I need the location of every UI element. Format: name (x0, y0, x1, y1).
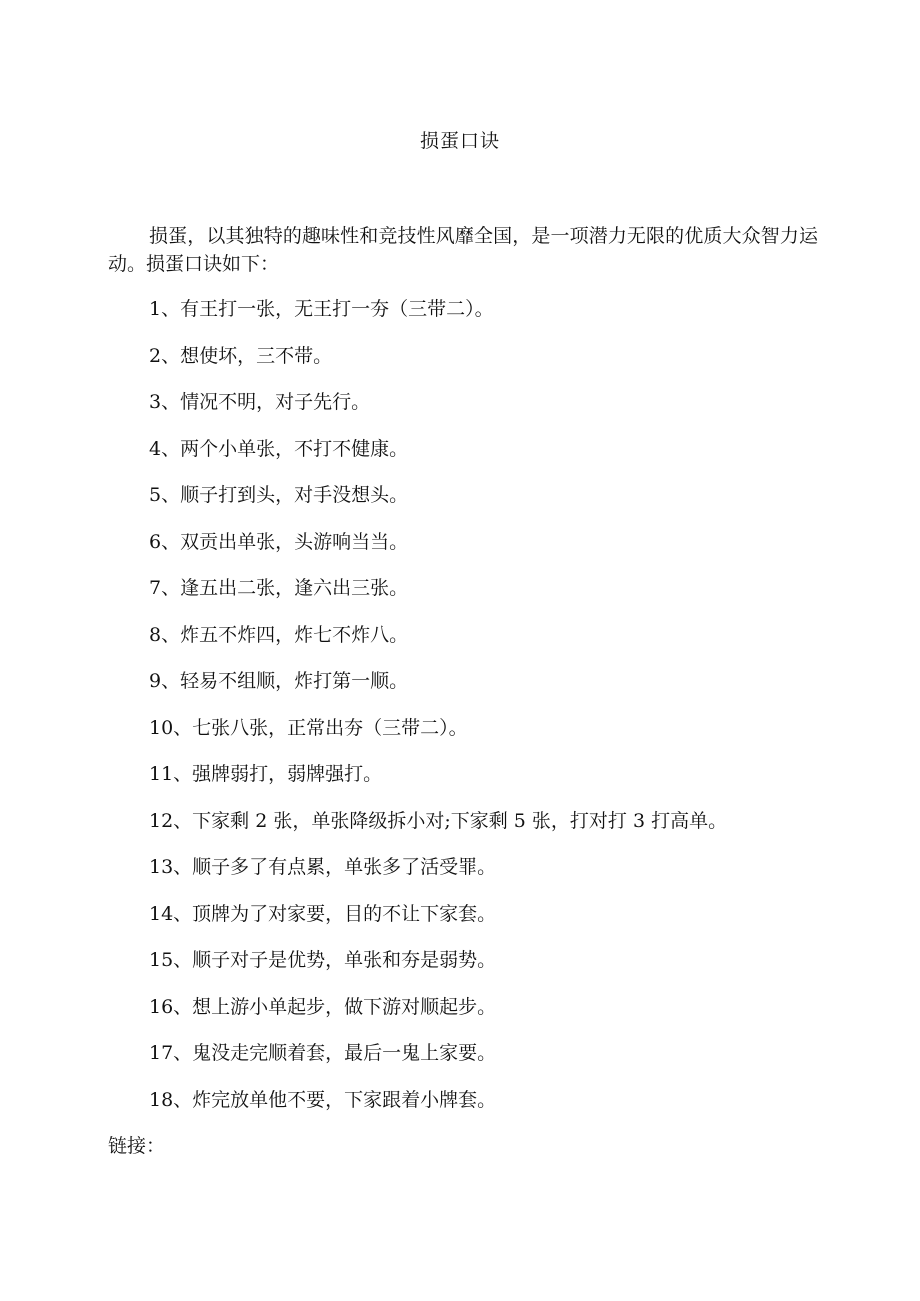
list-item: 2、想使坏，三不带。 (149, 344, 333, 367)
list-item: 11、强牌弱打，弱牌强打。 (149, 763, 383, 785)
list-item: 13、顺子多了有点累，单张多了活受罪。 (149, 856, 497, 878)
list-item: 17、鬼没走完顺着套，最后一鬼上家要。 (149, 1042, 497, 1064)
list-item: 10、七张八张，正常出夯（三带二）。 (149, 716, 468, 739)
intro-paragraph: 损蛋，以其独特的趣味性和竞技性风靡全国，是一项潜力无限的优质大众智力运动。损蛋口诀如下： (108, 225, 818, 275)
list-item: 14、顶牌为了对家要，目的不让下家套。 (149, 902, 497, 925)
list-item: 6、双贡出单张，头游响当当。 (149, 530, 409, 553)
link-label: 链接： (108, 1135, 166, 1157)
list-item: 12、下家剩 2 张，单张降级拆小对;下家剩 5 张，打对打 3 打高单。 (149, 809, 728, 832)
list-item: 7、逢五出二张，逢六出三张。 (149, 577, 409, 599)
list-item: 15、顺子对子是优势，单张和夯是弱势。 (149, 949, 497, 971)
list-item: 3、情况不明，对子先行。 (149, 391, 371, 413)
list-item: 8、炸五不炸四，炸七不炸八。 (149, 623, 409, 646)
list-item: 16、想上游小单起步，做下游对顺起步。 (149, 995, 497, 1018)
tips-list (149, 296, 849, 1133)
document-title: 损蛋口诀 (419, 130, 500, 152)
list-item: 5、顺子打到头，对手没想头。 (149, 484, 409, 506)
list-item: 18、炸完放单他不要，下家跟着小牌套。 (149, 1088, 497, 1111)
list-item: 1、有王打一张，无王打一夯（三带二）。 (149, 298, 494, 320)
list-item: 4、两个小单张，不打不健康。 (149, 437, 409, 460)
list-item: 9、轻易不组顺，炸打第一顺。 (149, 670, 409, 692)
